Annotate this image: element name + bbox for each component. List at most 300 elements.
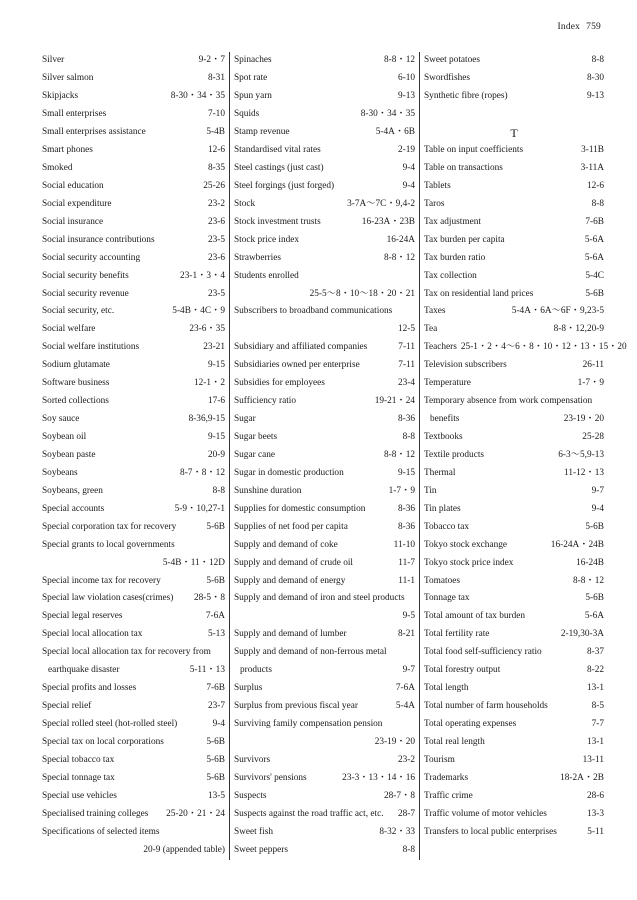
index-entry	[42, 787, 225, 805]
entry-pages: 5-6B	[206, 736, 225, 747]
entry-term: Special tax on local corporations	[42, 736, 164, 747]
entry-pages: 9-4	[591, 503, 604, 514]
entry-pages: 25-28	[582, 432, 604, 442]
index-entry	[424, 70, 604, 88]
entry-pages: 28-5・8	[193, 593, 225, 604]
index-entry	[424, 644, 604, 662]
entry-pages: 6-10	[397, 73, 415, 84]
index-entry	[234, 196, 415, 214]
entry-term: benefits	[430, 414, 460, 425]
entry-term: Supply and demand of coke	[233, 539, 338, 550]
entry-term: Social education	[42, 180, 104, 191]
entry-pages: 5-6B	[206, 521, 225, 532]
index-entry	[42, 465, 225, 483]
entry-pages: 9-4	[402, 180, 415, 191]
index-entry	[42, 626, 225, 644]
index-entry	[42, 447, 225, 465]
entry-pages: 5-4B	[206, 127, 225, 138]
entry-pages: 9-13	[586, 91, 604, 102]
index-entry	[42, 752, 225, 770]
entry-term: Survivors' pensions	[233, 772, 307, 783]
entry-pages: 12-5	[397, 324, 415, 335]
entry-pages: 8-8	[402, 844, 415, 855]
index-entry	[234, 213, 415, 231]
entry-pages: 13-3	[586, 808, 604, 819]
entry-pages: 17-6	[207, 396, 225, 407]
entry-term: Temperature	[424, 378, 471, 389]
index-entry	[42, 483, 225, 501]
entry-term: Total forestry output	[424, 665, 501, 676]
entry-pages: 12-1・2	[193, 378, 225, 389]
index-entry	[234, 752, 415, 770]
entry-pages: 5-6A	[584, 234, 604, 245]
entry-term: Sodium glutamate	[42, 360, 110, 371]
index-entry-continuation	[234, 608, 415, 626]
entry-term: Special tonnage tax	[42, 772, 115, 783]
entry-pages: 8-8	[591, 55, 604, 66]
index-entry	[424, 231, 604, 249]
entry-pages: 2-19	[397, 145, 415, 155]
index-entry	[234, 590, 415, 608]
index-entry	[424, 483, 604, 501]
index-entry	[234, 375, 415, 393]
entry-term: Tobacco tax	[424, 521, 470, 532]
entry-term: Stock	[233, 198, 256, 209]
entry-term: Special local allocation tax	[42, 629, 143, 640]
index-entry	[234, 500, 415, 518]
entry-term: Tax burden ratio	[424, 252, 486, 263]
entry-term: Tax collection	[424, 270, 477, 281]
index-entry	[42, 375, 225, 393]
entry-pages: 8-8・12	[573, 575, 604, 586]
entry-term: Special grants to local governments	[42, 539, 175, 550]
index-entry-continuation	[234, 285, 415, 303]
entry-term: Tokyo stock exchange	[424, 539, 507, 550]
entry-term: Steel castings (just cast)	[233, 162, 324, 173]
index-entry-continuation	[234, 734, 415, 752]
index-entry	[234, 805, 415, 823]
entry-term: Synthetic fibre (ropes)	[424, 91, 508, 102]
section-heading: T	[510, 125, 518, 140]
entry-term: Supplies for domestic consumption	[233, 503, 366, 514]
index-entry	[424, 500, 604, 518]
index-entry	[424, 393, 604, 411]
entry-term: Squids	[233, 109, 260, 120]
entry-term: Strawberries	[233, 252, 281, 263]
index-entry	[424, 339, 627, 357]
entry-pages: 5-6B	[585, 521, 604, 532]
entry-term: Tokyo stock price index	[424, 557, 514, 568]
index-column-2	[230, 52, 420, 860]
entry-term: products	[239, 665, 273, 676]
section-letter	[424, 124, 604, 142]
entry-pages: 3-11B	[581, 145, 604, 155]
entry-term: Surplus from previous fiscal year	[233, 701, 358, 712]
entry-term: Software business	[42, 378, 110, 389]
entry-term: Total number of farm households	[424, 701, 548, 712]
index-entry	[424, 285, 604, 303]
index-entry	[424, 608, 604, 626]
entry-term: Soy sauce	[42, 414, 80, 425]
entry-term: Specifications of selected items	[42, 826, 160, 837]
entry-pages: 9-7	[402, 665, 415, 676]
entry-term: Textile products	[424, 449, 485, 460]
entry-pages: 8-30・34・35	[360, 109, 415, 120]
entry-term: Traffic crime	[424, 790, 473, 801]
entry-pages: 23-6	[207, 252, 225, 263]
index-entry	[234, 644, 415, 662]
entry-pages: 25-1・2・4〜6・8・10・12・13・15・20	[460, 342, 627, 353]
entry-pages: 5-6B	[585, 288, 604, 299]
index-entry	[42, 142, 225, 160]
entry-pages: 5-11	[587, 826, 604, 837]
entry-term: Social security accounting	[42, 252, 141, 263]
entry-pages: 9-5	[402, 611, 415, 622]
entry-pages: 13-11	[582, 754, 604, 765]
entry-term: Tax burden per capita	[424, 234, 505, 245]
entry-term: Tea	[424, 324, 438, 335]
entry-pages: 7-6B	[206, 683, 225, 694]
index-entry	[234, 554, 415, 572]
index-entry	[234, 680, 415, 698]
index-entry	[234, 160, 415, 178]
entry-pages: 9-4	[402, 162, 415, 173]
index-entry	[42, 357, 225, 375]
entry-pages: 23-7	[207, 701, 225, 712]
index-entry	[42, 411, 225, 429]
entry-pages: 23-21	[203, 342, 225, 353]
entry-term: Special use vehicles	[42, 790, 117, 801]
index-entry	[424, 88, 604, 106]
entry-pages: 8-32・33	[379, 826, 415, 837]
entry-pages: 8-36	[397, 414, 415, 425]
entry-term: Surviving family compensation pension	[233, 719, 383, 729]
entry-pages: 28-7	[397, 808, 415, 819]
index-entry	[424, 321, 604, 339]
entry-pages: 5-11・13	[189, 665, 225, 676]
index-entry	[42, 734, 225, 752]
index-columns	[42, 52, 627, 860]
entry-term: Soybeans, green	[42, 485, 103, 496]
entry-term: Special local allocation tax for recovery from	[42, 647, 211, 658]
index-entry	[42, 429, 225, 447]
entry-pages: 20-9	[207, 449, 225, 460]
entry-pages: 3-7A〜7C・9,4-2	[347, 198, 415, 209]
entry-term: Spot rate	[233, 73, 268, 84]
index-entry	[424, 680, 604, 698]
entry-term: Social security benefits	[42, 270, 129, 281]
index-entry	[424, 375, 604, 393]
entry-pages: 5-6B	[206, 575, 225, 586]
entry-term: Teachers	[424, 342, 457, 353]
entry-pages: 5-4C	[585, 270, 604, 281]
entry-pages: 9-13	[397, 91, 415, 102]
entry-term: Tax adjustment	[424, 216, 481, 227]
entry-pages: 5-6B	[206, 754, 225, 765]
index-entry	[234, 88, 415, 106]
entry-pages: 25-26	[203, 180, 225, 191]
index-entry	[234, 841, 415, 859]
entry-pages: 7-6A	[205, 611, 225, 622]
index-entry-continuation	[42, 554, 225, 572]
entry-term: Tourism	[424, 754, 455, 765]
entry-term: Textbooks	[424, 432, 463, 442]
entry-term: Small enterprises assistance	[42, 127, 146, 138]
index-entry	[424, 411, 604, 429]
index-entry	[42, 249, 225, 267]
entry-pages: 9-4	[212, 719, 225, 729]
index-entry	[42, 716, 225, 734]
entry-pages: 16-23A・23B	[361, 216, 415, 227]
entry-pages: 5-6B	[585, 593, 604, 604]
entry-pages: 13-1	[586, 736, 604, 747]
index-entry	[234, 52, 415, 70]
index-entry	[42, 285, 225, 303]
entry-term: Smart phones	[42, 145, 93, 155]
entry-pages: 8-36	[397, 521, 415, 532]
entry-pages: 8-21	[397, 629, 415, 640]
entry-term: Social insurance	[42, 216, 104, 227]
index-entry	[424, 536, 604, 554]
index-entry	[234, 536, 415, 554]
index-entry	[234, 124, 415, 142]
entry-term: Total amount of tax burden	[424, 611, 526, 622]
index-entry	[234, 429, 415, 447]
entry-term: Trademarks	[424, 772, 469, 783]
entry-term: Tonnage tax	[424, 593, 470, 604]
entry-term: Special legal reserves	[42, 611, 123, 622]
entry-pages: 23-5	[207, 234, 225, 245]
entry-term: Spinaches	[233, 55, 272, 66]
entry-pages: 16-24B	[576, 557, 604, 568]
entry-pages: 8-8・12	[384, 252, 415, 263]
entry-pages: 23-6	[207, 216, 225, 227]
entry-pages: 23-19・20	[374, 736, 415, 747]
entry-pages: 5-4A・6A〜6F・9,23-5	[511, 306, 604, 317]
entry-pages: 23-3・13・14・16	[342, 772, 415, 783]
index-entry	[424, 626, 604, 644]
entry-term: Special corporation tax for recovery	[42, 521, 177, 532]
entry-pages: 8-30	[586, 73, 604, 84]
entry-term: Total real length	[424, 736, 485, 747]
entry-term: Subsidies for employees	[233, 378, 325, 389]
index-entry	[42, 518, 225, 536]
entry-term: Subsidiary and affiliated companies	[233, 342, 368, 353]
entry-pages: 5-4B・11・12D	[162, 557, 225, 568]
entry-term: Total length	[424, 683, 469, 694]
entry-pages: 5-6A	[584, 252, 604, 263]
entry-term: Tin	[424, 485, 437, 496]
index-entry	[42, 608, 225, 626]
entry-term: Students enrolled	[233, 270, 299, 281]
index-entry	[42, 321, 225, 339]
index-entry	[234, 178, 415, 196]
entry-term: Sufficiency ratio	[233, 396, 297, 407]
index-entry	[234, 698, 415, 716]
entry-pages: 12-6	[586, 180, 604, 191]
entry-pages: 1-7・9	[577, 378, 604, 389]
entry-term: Spun yarn	[233, 91, 272, 102]
blank-line	[424, 106, 604, 124]
entry-term: Table on transactions	[424, 162, 503, 173]
index-entry	[424, 734, 604, 752]
index-entry	[424, 249, 604, 267]
index-entry	[424, 770, 604, 788]
entry-pages: 8-8	[212, 485, 225, 496]
entry-pages: 9-2・7	[198, 55, 225, 66]
entry-pages: 3-11A	[580, 162, 604, 173]
index-entry	[424, 142, 604, 160]
entry-pages: 6-3〜5,9-13	[558, 449, 604, 460]
entry-term: Total food self-sufficiency ratio	[424, 647, 542, 658]
index-entry-continuation	[234, 321, 415, 339]
index-entry	[424, 823, 604, 841]
index-entry	[42, 823, 225, 841]
entry-pages: 8-22	[586, 665, 604, 676]
entry-pages: 23-6・35	[189, 324, 225, 335]
entry-term: Smoked	[42, 162, 73, 173]
entry-term: Soybean oil	[42, 432, 87, 442]
index-entry	[42, 590, 225, 608]
entry-pages: 20-9 (appended table)	[143, 844, 225, 855]
index-entry	[42, 303, 225, 321]
entry-pages: 11-1	[398, 575, 415, 586]
entry-pages: 5-4A	[395, 701, 415, 712]
entry-term: Soybean paste	[42, 449, 96, 460]
entry-pages: 23-1・3・4	[180, 270, 225, 281]
entry-pages: 8-30・34・35	[170, 91, 225, 102]
entry-term: Tomatoes	[424, 575, 461, 586]
entry-term: Silver	[42, 55, 65, 66]
entry-pages: 23-2	[207, 198, 225, 209]
entry-term: Soybeans	[42, 467, 78, 478]
entry-term: Sweet fish	[233, 826, 273, 837]
index-column-3	[420, 52, 627, 860]
index-entry	[234, 787, 415, 805]
entry-term: Sugar in domestic production	[233, 467, 344, 478]
entry-pages: 9-15	[207, 360, 225, 371]
entry-pages: 7-6B	[585, 216, 604, 227]
entry-pages: 12-6	[207, 145, 225, 155]
index-entry	[234, 483, 415, 501]
entry-pages: 8-8	[591, 198, 604, 209]
entry-pages: 8-8・12	[384, 449, 415, 460]
entry-pages: 25-5〜8・10〜18・20・21	[309, 288, 415, 299]
index-entry	[42, 70, 225, 88]
entry-pages: 7-11	[398, 342, 415, 353]
entry-pages: 11-7	[398, 557, 415, 568]
index-entry	[424, 213, 604, 231]
index-entry	[42, 644, 225, 662]
entry-term: Silver salmon	[42, 73, 94, 84]
index-entry	[234, 518, 415, 536]
index-entry	[42, 231, 225, 249]
entry-pages: 5-6B	[206, 772, 225, 783]
index-entry	[42, 178, 225, 196]
index-entry	[234, 626, 415, 644]
entry-term: Sweet potatoes	[424, 55, 481, 66]
entry-pages: 9-7	[591, 485, 604, 496]
index-entry	[234, 716, 415, 734]
index-entry	[424, 787, 604, 805]
index-entry	[42, 160, 225, 178]
entry-pages: 26-11	[582, 360, 604, 371]
index-entry	[42, 124, 225, 142]
entry-pages: 1-7・9	[388, 485, 415, 496]
entry-pages: 7-7	[591, 719, 604, 729]
index-entry	[424, 357, 604, 375]
entry-term: Special relief	[42, 701, 92, 712]
entry-pages: 23-2	[397, 754, 415, 765]
index-entry	[234, 447, 415, 465]
index-entry	[42, 196, 225, 214]
index-entry	[424, 752, 604, 770]
entry-term: Social security revenue	[42, 288, 129, 299]
entry-pages: 18-2A・2B	[560, 772, 604, 783]
index-entry	[234, 572, 415, 590]
entry-term: Small enterprises	[42, 109, 107, 120]
entry-pages: 13-1	[586, 683, 604, 694]
index-entry	[42, 106, 225, 124]
entry-pages: 13-5	[207, 790, 225, 801]
entry-pages: 5-13	[207, 629, 225, 640]
entry-term: Suspects	[233, 790, 267, 801]
entry-pages: 28-6	[586, 790, 604, 801]
entry-term: Tin plates	[424, 503, 461, 514]
entry-term: Swordfishes	[424, 73, 470, 84]
entry-pages: 16-24A・24B	[550, 539, 604, 550]
entry-pages: 8-37	[586, 647, 604, 658]
entry-term: Social welfare institutions	[42, 342, 140, 353]
header-label: Index	[557, 22, 581, 32]
entry-term: Sorted collections	[42, 396, 109, 407]
entry-pages: 8-5	[591, 701, 604, 712]
index-entry-continuation	[42, 841, 225, 859]
entry-term: Social insurance contributions	[42, 234, 155, 245]
entry-term: Supply and demand of iron and steel products	[233, 593, 405, 604]
entry-term: Suspects against the road traffic act, etc.	[233, 808, 384, 819]
index-entry	[234, 823, 415, 841]
index-entry	[42, 500, 225, 518]
entry-pages: 19-21・24	[374, 396, 415, 407]
entry-pages: 11-12・13	[564, 467, 604, 478]
index-entry	[424, 465, 604, 483]
entry-term: Taros	[424, 198, 445, 209]
entry-term: Television subscribers	[424, 360, 507, 371]
entry-pages: 8-35	[207, 162, 225, 173]
index-column-1	[42, 52, 230, 860]
entry-term: earthquake disaster	[48, 665, 120, 676]
index-entry	[42, 393, 225, 411]
index-entry	[42, 536, 225, 554]
entry-pages: 9-15	[207, 432, 225, 442]
index-entry	[424, 716, 604, 734]
entry-term: Sunshine duration	[233, 485, 302, 496]
index-entry	[234, 465, 415, 483]
entry-pages: 8-36	[397, 503, 415, 514]
entry-term: Social expenditure	[42, 198, 112, 209]
entry-term: Transfers to local public enterprises	[424, 826, 557, 837]
entry-pages: 23-19・20	[563, 414, 604, 425]
index-entry	[424, 196, 604, 214]
entry-pages: 8-7・8・12	[180, 467, 225, 478]
entry-pages: 7-11	[398, 360, 415, 371]
index-entry	[234, 770, 415, 788]
index-entry	[424, 178, 604, 196]
entry-pages: 25-20・21・24	[166, 808, 225, 819]
entry-pages: 8-8・12	[384, 55, 415, 66]
index-entry	[424, 429, 604, 447]
